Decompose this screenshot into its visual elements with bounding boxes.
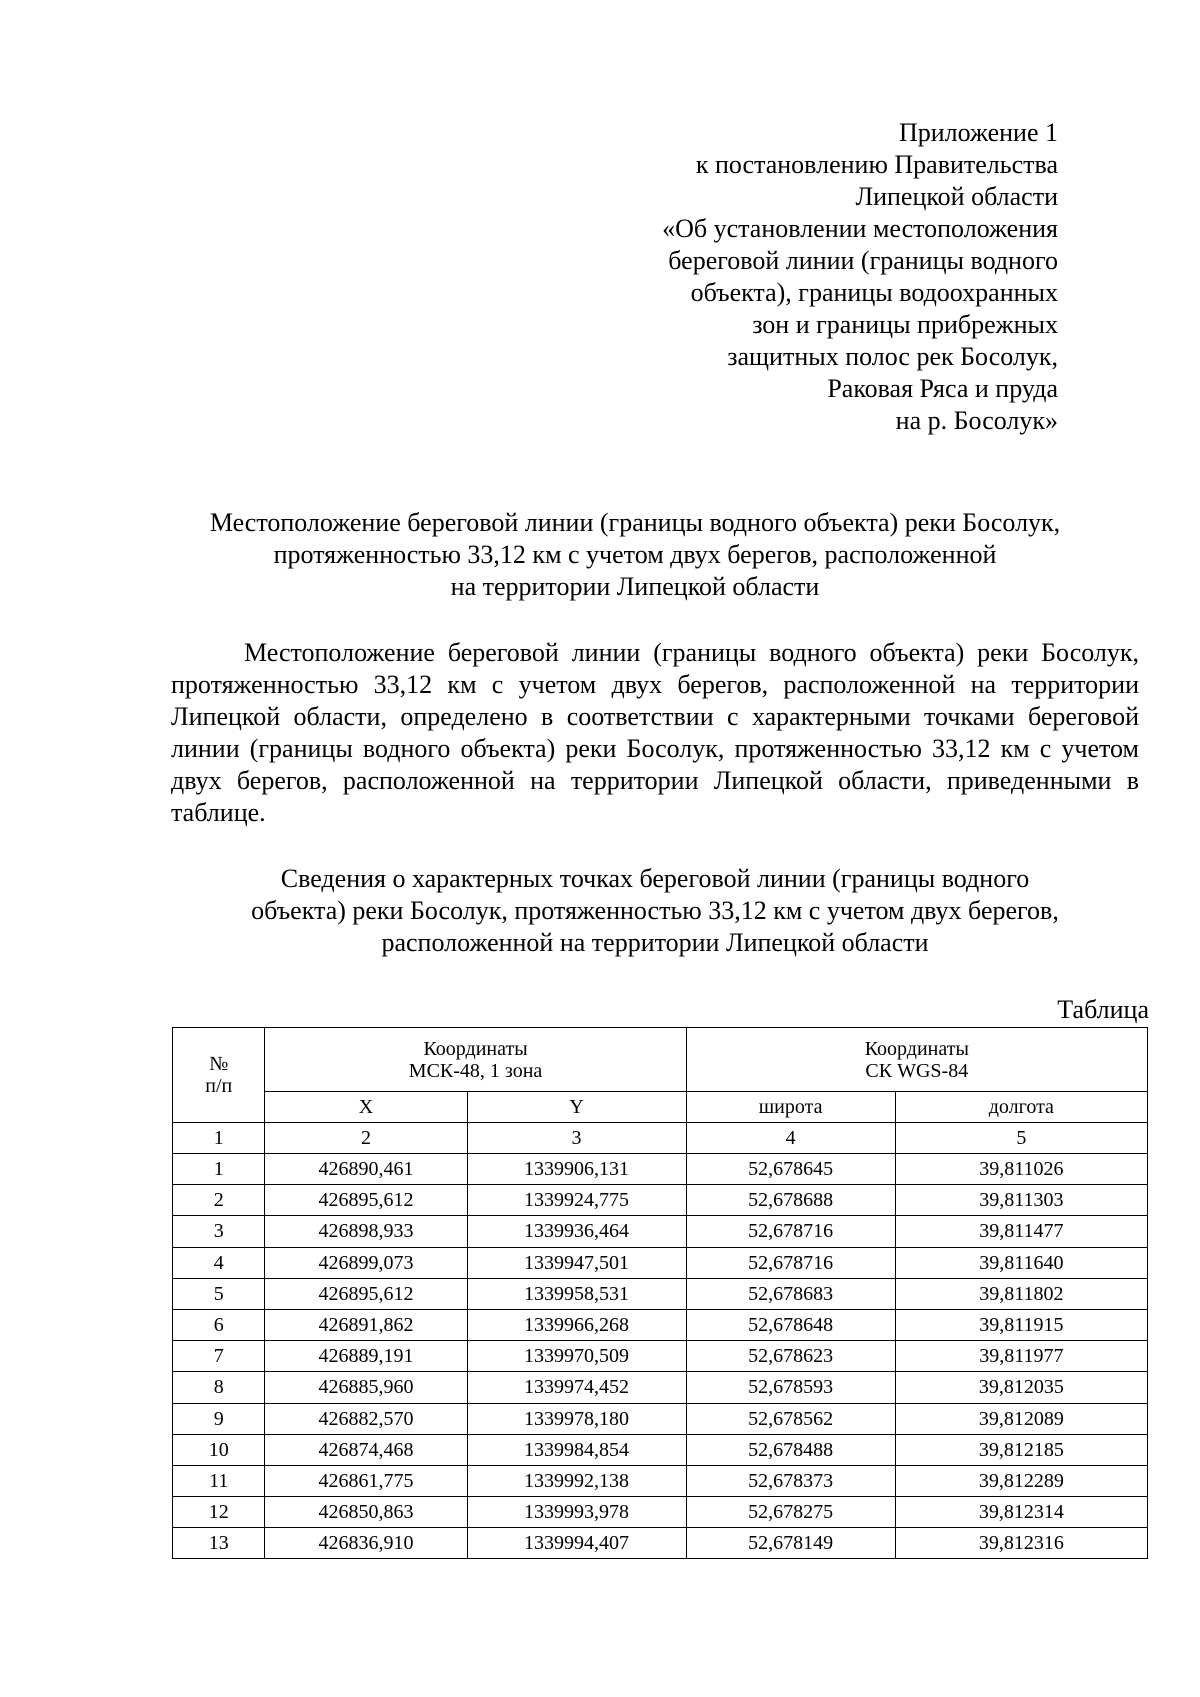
title-line: на территории Липецкой области — [450, 572, 820, 601]
table-cell: 39,812316 — [895, 1528, 1147, 1559]
table-row — [173, 1434, 1148, 1465]
table-cell: 426836,910 — [265, 1528, 467, 1559]
table-row — [173, 1403, 1148, 1434]
annex-line: защитных полос рек Босолук, — [727, 342, 1058, 371]
table-cell: 426899,073 — [265, 1247, 467, 1278]
table-cell: 1339966,268 — [467, 1309, 686, 1340]
table-cell: 13 — [173, 1528, 265, 1559]
table-cell: 39,811026 — [895, 1154, 1147, 1185]
table-cell: 39,812289 — [895, 1465, 1147, 1496]
table-cell: 39,811802 — [895, 1278, 1147, 1309]
column-number-row — [173, 1123, 1148, 1154]
msk-header: Координаты МСК-48, 1 зона — [265, 1028, 686, 1092]
table-cell: 426861,775 — [265, 1465, 467, 1496]
annex-line: Приложение 1 — [898, 118, 1058, 147]
table-cell: 52,678645 — [686, 1154, 895, 1185]
table-cell: 426895,612 — [265, 1185, 467, 1216]
table-cell: 6 — [173, 1309, 265, 1340]
table-row — [173, 1216, 1148, 1247]
table-cell: 426895,612 — [265, 1278, 467, 1309]
table-cell: 39,811977 — [895, 1341, 1147, 1372]
table-cell: 39,811640 — [895, 1247, 1147, 1278]
table-cell: 9 — [173, 1403, 265, 1434]
table-row — [173, 1185, 1148, 1216]
table-row — [173, 1247, 1148, 1278]
header-row — [173, 1028, 1148, 1092]
table-cell: 52,678688 — [686, 1185, 895, 1216]
table-cell: 52,678623 — [686, 1341, 895, 1372]
table-cell: 1339978,180 — [467, 1403, 686, 1434]
y-header: Y — [467, 1092, 686, 1123]
table-cell: 1 — [173, 1154, 265, 1185]
table-cell: 2 — [173, 1185, 265, 1216]
subheader-row — [173, 1092, 1148, 1123]
table-cell: 1339970,509 — [467, 1341, 686, 1372]
title-line: Местоположение береговой линии (границы водного объекта) реки Босолук, — [209, 508, 1061, 537]
table-cell: 39,811477 — [895, 1216, 1147, 1247]
caption-line: Сведения о характерных точках береговой линии (границы водного — [280, 864, 1030, 893]
table-cell: 52,678716 — [686, 1247, 895, 1278]
table-cell: 52,678488 — [686, 1434, 895, 1465]
table-cell: 39,812089 — [895, 1403, 1147, 1434]
column-number: 1 — [173, 1123, 265, 1154]
table-cell: 1339947,501 — [467, 1247, 686, 1278]
table-cell: 52,678648 — [686, 1309, 895, 1340]
table-caption — [160, 863, 1150, 959]
table-cell: 426891,862 — [265, 1309, 467, 1340]
table-cell: 39,811303 — [895, 1185, 1147, 1216]
table-cell: 39,812185 — [895, 1434, 1147, 1465]
table-cell: 8 — [173, 1372, 265, 1403]
table-cell: 1339936,464 — [467, 1216, 686, 1247]
table-cell: 52,678716 — [686, 1216, 895, 1247]
longitude-header: долгота — [895, 1092, 1147, 1123]
annex-line: Раковая Ряса и пруда — [827, 374, 1058, 403]
caption-line: расположенной на территории Липецкой области — [381, 928, 929, 957]
table-cell: 426898,933 — [265, 1216, 467, 1247]
table-cell: 1339984,854 — [467, 1434, 686, 1465]
table-cell: 52,678562 — [686, 1403, 895, 1434]
column-number: 4 — [686, 1123, 895, 1154]
annex-line: к постановлению Правительства — [695, 150, 1058, 179]
table-cell: 1339924,775 — [467, 1185, 686, 1216]
wgs-header: Координаты СК WGS-84 — [686, 1028, 1147, 1092]
table-cell: 1339958,531 — [467, 1278, 686, 1309]
table-cell: 52,678683 — [686, 1278, 895, 1309]
body-paragraph: Местоположение береговой линии (границы водного объекта) реки Босолук, протяженностью 33,12 км с учетом двух берегов, расположенной на территории Липецкой области, определено в соответствии с характерными точками береговой линии (границы водного объекта) реки Босолук, протяженностью 33,12 км с учетом двух берегов, расположенной на территории Липецкой области, приведенными в таблице. — [171, 638, 1139, 827]
table-cell: 426890,461 — [265, 1154, 467, 1185]
column-number: 5 — [895, 1123, 1147, 1154]
annex-line: зон и границы прибрежных — [752, 310, 1058, 339]
table-cell: 426885,960 — [265, 1372, 467, 1403]
annex-line: на р. Босолук» — [895, 406, 1058, 435]
caption-line: объекта) реки Босолук, протяженностью 33,12 км с учетом двух берегов, — [251, 896, 1059, 925]
table-cell: 1339974,452 — [467, 1372, 686, 1403]
table-row — [173, 1309, 1148, 1340]
annex-line: Липецкой области — [855, 182, 1058, 211]
title-line: протяженностью 33,12 км с учетом двух берегов, расположенной — [273, 540, 997, 569]
table-cell: 1339994,407 — [467, 1528, 686, 1559]
table-cell: 426850,863 — [265, 1497, 467, 1528]
table-cell: 426889,191 — [265, 1341, 467, 1372]
table-row — [173, 1528, 1148, 1559]
table-cell: 52,678275 — [686, 1497, 895, 1528]
table-cell: 426882,570 — [265, 1403, 467, 1434]
table-row — [173, 1497, 1148, 1528]
column-number: 3 — [467, 1123, 686, 1154]
table-cell: 12 — [173, 1497, 265, 1528]
table-cell: 426874,468 — [265, 1434, 467, 1465]
table-label: Таблица — [1057, 995, 1149, 1024]
table-cell: 39,812035 — [895, 1372, 1147, 1403]
table-row — [173, 1154, 1148, 1185]
table-row — [173, 1278, 1148, 1309]
table-row — [173, 1341, 1148, 1372]
table-cell: 39,812314 — [895, 1497, 1147, 1528]
table-cell: 1339993,978 — [467, 1497, 686, 1528]
table-cell: 39,811915 — [895, 1309, 1147, 1340]
annex-header — [498, 117, 1058, 437]
annex-line: береговой линии (границы водного — [668, 246, 1058, 275]
column-number: 2 — [265, 1123, 467, 1154]
number-header: № п/п — [173, 1028, 265, 1123]
table-cell: 52,678593 — [686, 1372, 895, 1403]
annex-line: «Об установлении местоположения — [662, 214, 1058, 243]
table-cell: 1339992,138 — [467, 1465, 686, 1496]
table-row — [173, 1372, 1148, 1403]
table-cell: 10 — [173, 1434, 265, 1465]
table-cell: 7 — [173, 1341, 265, 1372]
table-cell: 5 — [173, 1278, 265, 1309]
document-title — [160, 507, 1110, 603]
table-cell: 4 — [173, 1247, 265, 1278]
table-cell: 11 — [173, 1465, 265, 1496]
table-cell: 3 — [173, 1216, 265, 1247]
latitude-header: широта — [686, 1092, 895, 1123]
table-cell: 52,678373 — [686, 1465, 895, 1496]
x-header: X — [265, 1092, 467, 1123]
table-cell: 52,678149 — [686, 1528, 895, 1559]
table-row — [173, 1465, 1148, 1496]
table-cell: 1339906,131 — [467, 1154, 686, 1185]
coordinates-table — [172, 1027, 1148, 1559]
annex-line: объекта), границы водоохранных — [690, 278, 1058, 307]
